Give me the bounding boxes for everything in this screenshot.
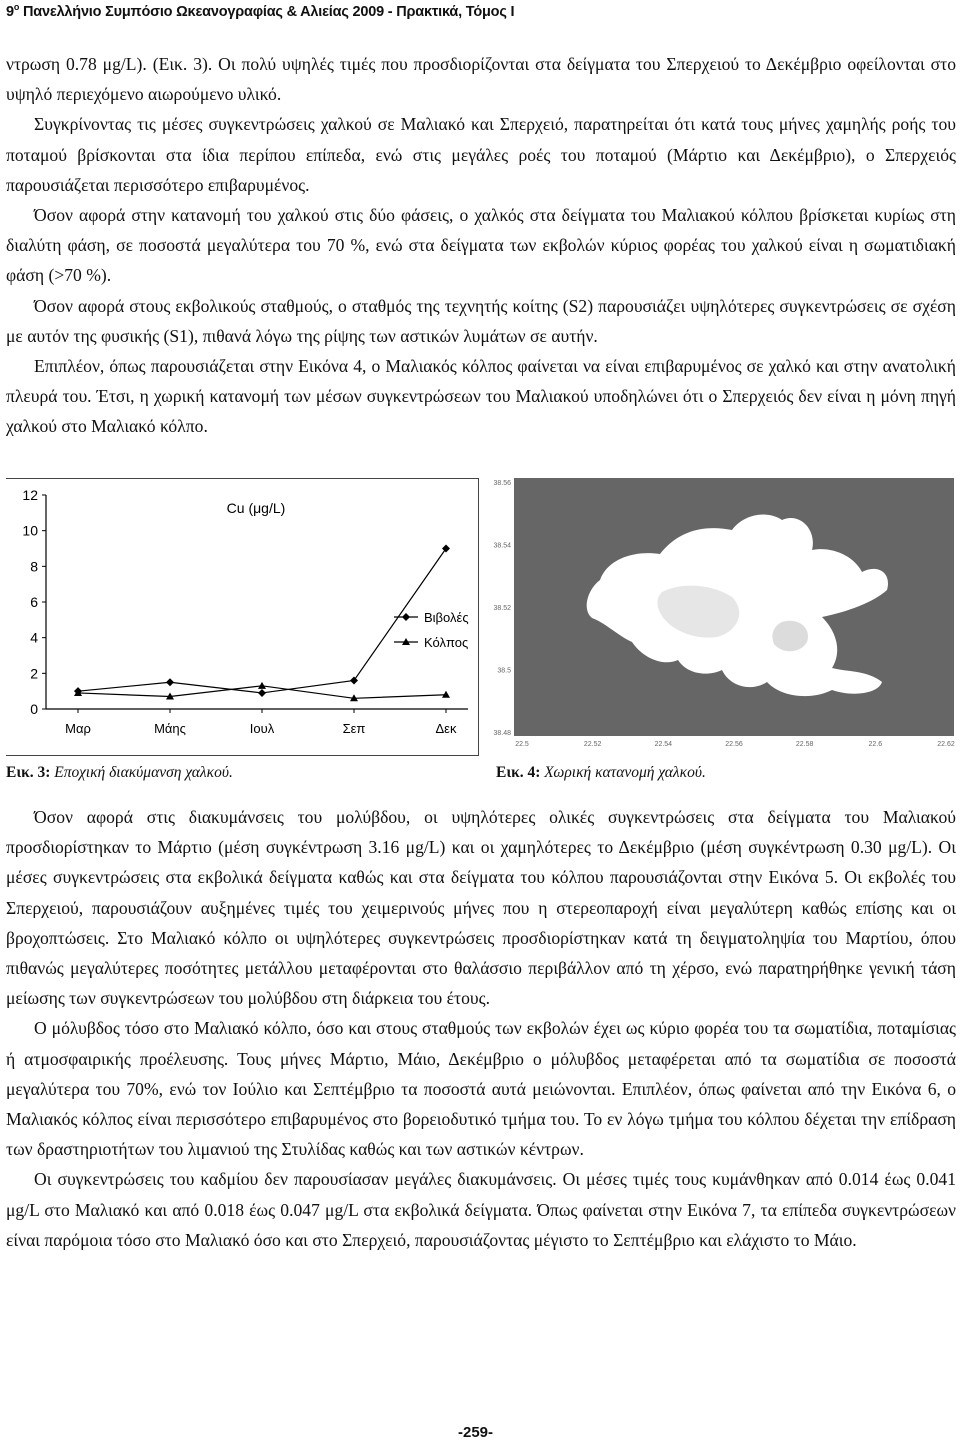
legend-label: Κόλπος [424, 635, 469, 650]
series-1-point [442, 545, 450, 553]
caption-label: Εικ. 3: [6, 764, 51, 781]
caption-text: Χωρική κατανομή χαλκού. [544, 764, 706, 781]
caption-label: Εικ. 4: [496, 764, 541, 781]
map-y-tick-label: 38.52 [493, 605, 511, 612]
series-1-point [350, 676, 358, 684]
series-2-point [258, 682, 266, 689]
map-y-tick-label: 38.48 [493, 730, 511, 737]
x-tick-label: Μαρ [65, 721, 91, 736]
x-tick-label: Ιουλ [249, 721, 275, 736]
paragraph: Ο μόλυβδος τόσο στο Μαλιακό κόλπο, όσο και στους σταθμούς των εκβολών έχει ως κύριο φορέα του τα σωματίδια, ποταμίσιας ή ατμοσφαιρικής προέλευσης. Τους μήνες Μάρτιο, Μάιο, Δεκέμβριο ο μόλυβδος μεταφέρεται από τα σωματίδια σε ποσοστά μεγαλύτερα του 70%, ενώ τον Ιούλιο και Σεπτέμβριο τα ποσοστά αυτά μειώνονται. Επιπλέον, όπως φαίνεται από την Εικόνα 6, ο Μαλιακός κόλπος είναι περισσότερο επιβαρυμένος στο βορειοδυτικό τμήμα του. Το εν λόγω τμήμα του κόλπου δέχεται την επίδραση των δραστηριοτήτων του λιμανιού της Στυλίδας καθώς και των αστικών κέντρων. [6, 1018, 956, 1160]
body-text-top [6, 49, 956, 442]
y-tick-label: 12 [22, 487, 38, 503]
map-x-tick-label: 22.6 [868, 741, 883, 748]
map-x-tick-label: 22.56 [725, 741, 743, 748]
edition-number: 9 [6, 3, 14, 20]
map-x-tick-label: 22.5 [515, 741, 529, 748]
header-title: Πανελλήνιο Συμπόσιο Ωκεανογραφίας & Αλιείας 2009 - Πρακτικά, Τόμος Ι [23, 3, 515, 20]
paragraph: Επιπλέον, όπως παρουσιάζεται στην Εικόνα 4, ο Μαλιακός κόλπος φαίνεται να είναι επιβαρυμένος σε χαλκό και στην ανατολική πλευρά του. Έτσι, η χωρική κατανομή των μέσων συγκεντρώσεων του Μαλιακού υποδηλώνει ότι ο Σπερχειός δεν είναι η μόνη πηγή χαλκού στο Μαλιακό κόλπο. [6, 356, 956, 437]
y-tick-label: 8 [30, 558, 38, 575]
x-tick-label: Μάης [154, 721, 186, 736]
paragraph: Όσον αφορά στις διακυμάνσεις του μολύβδου, οι υψηλότερες ολικές συγκεντρώσεις στα δείγματα του Μαλιακού προσδιορίστηκαν το Μάρτιο (μέση συγκέντρωση 3.16 μg/L) και οι χαμηλότερες το Δεκέμβριο (μέση συγκέντρωση 0.30 μg/L). Οι μέσες συγκεντρώσεις στα εκβολικά δείγματα καθώς και στα δείγματα του κόλπου παρουσιάζονται στην Εικόνα 5. Οι εκβολές του Σπερχειού, παρουσιάζουν αυξημένες τιμές του χειμερινούς μήνες που η στερεοπαροχή είναι μεγαλύτερη καθώς επίσης και οι βροχοπτώσεις. Στο Μαλιακό κόλπο οι υψηλότερες συγκεντρώσεις προσδιορίστηκαν κατά τη δειγματοληψία του Μαρτίου, όπου πιθανώς μεγαλύτερες ποσότητες μετάλλου μεταφέρονται στο θαλάσσιο περιβάλλον από τη χέρσο, ενώ παρατηρήθηκε γενική τάση μείωσης των συγκεντρώσεων του μολύβδου στη διάρκεια του έτους. [6, 807, 956, 1009]
caption-text: Εποχική διακύμανση χαλκού. [54, 764, 233, 781]
spatial-map [482, 472, 958, 757]
series-1-point [258, 689, 266, 697]
series-line-1 [78, 549, 446, 693]
legend-label: Βιβολές [424, 610, 469, 625]
map-y-tick-label: 38.54 [493, 542, 511, 550]
contour-shading [772, 621, 808, 652]
legend-marker [402, 613, 410, 621]
figure-4-caption [496, 764, 706, 782]
series-1-point [166, 678, 174, 686]
map-y-tick-label: 38.56 [493, 480, 511, 487]
map-x-tick-label: 22.58 [795, 741, 814, 748]
y-tick-label: 6 [30, 594, 38, 610]
y-tick-label: 10 [22, 522, 38, 539]
x-tick-label: Δεκ [435, 721, 457, 736]
map-y-tick-label: 38.5 [497, 667, 511, 675]
paragraph: Οι συγκεντρώσεις του καδμίου δεν παρουσίασαν μεγάλες διακυμάνσεις. Οι μέσες τιμές τους κυμάνθηκαν από 0.014 έως 0.041 μg/L στο Μαλιακό και από 0.018 έως 0.047 μg/L στα εκβολικά δείγματα. Όπως φαίνεται στην Εικόνα 7, τα επίπεδα συγκεντρώσεων είναι παρόμοια τόσο στο Μαλιακό όσο και στο Σπερχειό, παρουσιάζοντας μέγιστο το Σεπτέμβριο και ελάχιστο το Μάιο. [6, 1169, 956, 1250]
map-x-tick-label: 22.52 [583, 741, 602, 748]
paragraph: ντρωση 0.78 μg/L). (Εικ. 3). Οι πολύ υψηλές τιμές που προσδιορίζονται στα δείγματα του Σπερχειού το Δεκέμβριο οφείλονται στο υψηλό περιεχόμενο αιωρούμενο υλικό. [6, 54, 956, 105]
x-tick-label: Σεπ [342, 721, 366, 736]
body-text-bottom [6, 802, 956, 1255]
page-number: -259- [458, 1424, 494, 1441]
map-x-tick-label: 22.62 [937, 741, 955, 748]
map-x-tick-label: 22.54 [654, 741, 673, 748]
paragraph: Συγκρίνοντας τις μέσες συγκεντρώσεις χαλκού σε Μαλιακό και Σπερχειό, παρατηρείται ότι κατά τους μήνες χαμηλής ροής του ποταμού βρίσκονται στα ίδια περίπου επίπεδα, ενώ στις μεγάλες ροές του ποταμού (Μάρτιο και Δεκέμβριο), ο Σπερχειός παρουσιάζεται περισσότερο επιβαρυμένος. [6, 114, 956, 195]
figure-3-caption [6, 764, 233, 782]
y-tick-label: 0 [30, 701, 38, 717]
y-tick-label: 2 [30, 665, 38, 682]
series-2-point [442, 691, 450, 698]
figure-4-map [482, 472, 958, 757]
cu-seasonal-chart [6, 479, 478, 755]
figure-3-chart [6, 478, 479, 756]
paragraph: Όσον αφορά στην κατανομή του χαλκού στις δύο φάσεις, ο χαλκός στα δείγματα του Μαλιακού κόλπου βρίσκεται κυρίως στη διαλύτη φάση, σε ποσοστά μεγαλύτερα του 70 %, ενώ στα δείγματα των εκβολών κύριος φορέας του χαλκού είναι η σωματιδιακή φάση (>70 %). [6, 205, 956, 286]
running-header [6, 2, 514, 20]
edition-suffix: ο [13, 2, 20, 12]
paragraph: Όσον αφορά στους εκβολικούς σταθμούς, ο σταθμός της τεχνητής κοίτης (S2) παρουσιάζει υψηλότερες συγκεντρώσεις σε σχέση με αυτόν της φυσικής (S1), πιθανά λόγω της ρίψης των αστικών λυμάτων σε αυτήν. [6, 295, 956, 346]
chart-title: Cu (μg/L) [226, 500, 286, 516]
y-tick-label: 4 [30, 629, 38, 646]
